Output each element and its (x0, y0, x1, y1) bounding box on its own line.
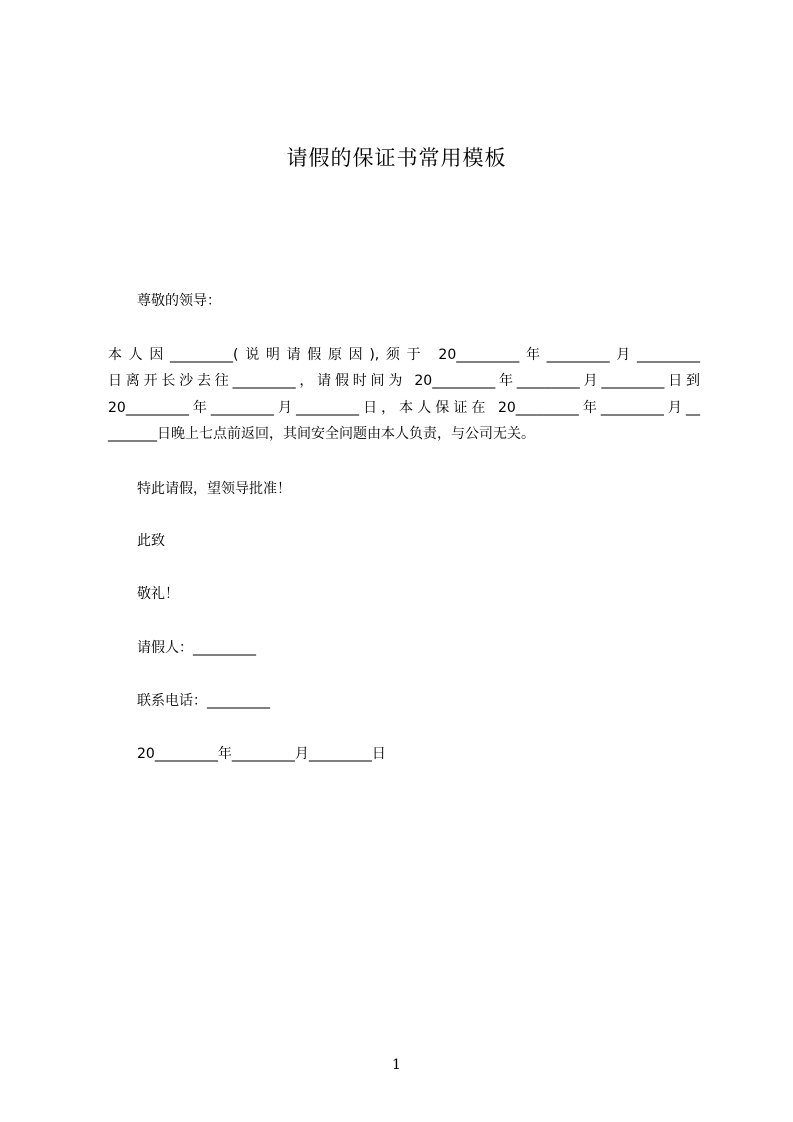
phone-line: 联系电话：_________ (137, 693, 270, 709)
document-title: 请假的保证书常用模板 (286, 146, 507, 170)
request-line: 特此请假，望领导批准！ (137, 481, 291, 497)
body-paragraph (108, 342, 700, 447)
salutation: 尊敬的领导： (137, 293, 221, 309)
date-line: 20_________年_________月_________日 (137, 746, 386, 762)
page-number: 1 (392, 1057, 401, 1073)
body-line-1: 本人因_________(说明请假原因),须于 20_________年_________月_________ (108, 347, 700, 363)
body-line-4: _______日晚上七点前返回，其间安全问题由本人负责，与公司无关。 (108, 425, 535, 442)
body-line-3: 20_________年_________月_________日，本人保证在 20_________年_________月__ (108, 399, 700, 416)
closing-line-1: 此致 (137, 533, 165, 549)
applicant-line: 请假人：_________ (137, 640, 256, 656)
body-line-2: 日离开长沙去往_________，请假时间为 20_________年_________月_________日到 (108, 373, 700, 390)
closing-line-2: 敬礼！ (137, 586, 179, 602)
